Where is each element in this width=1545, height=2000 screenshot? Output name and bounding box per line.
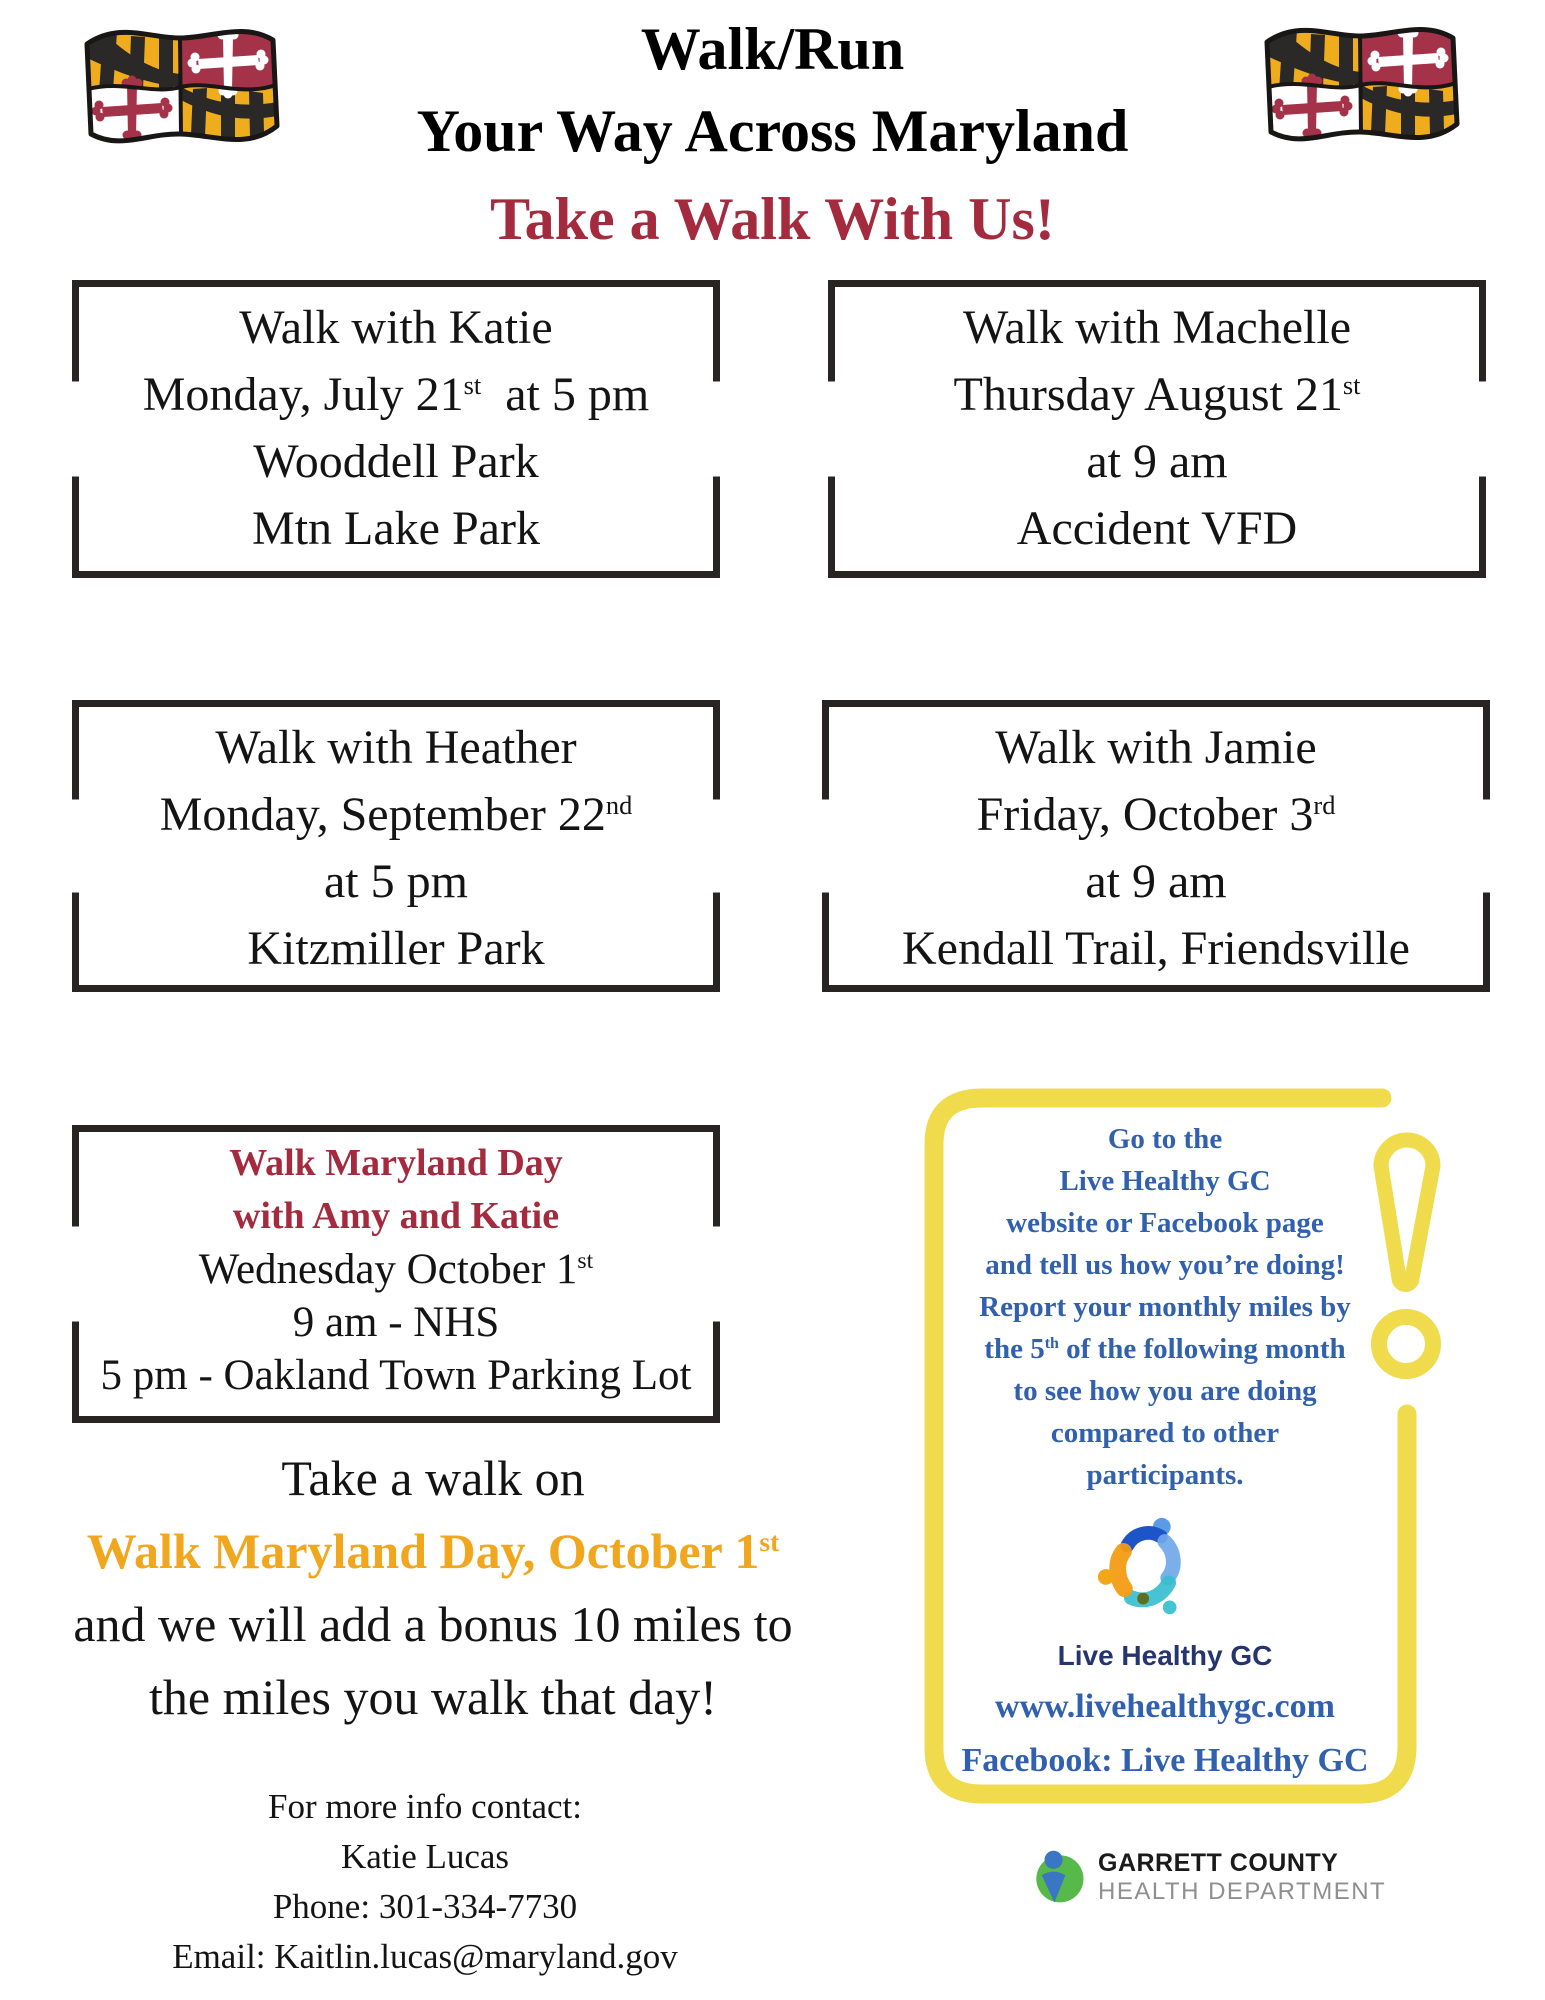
text-line: Walk Maryland Day [229, 1142, 563, 1184]
text-line: Wooddell Park [253, 435, 539, 488]
event-box-machelle [828, 280, 1486, 578]
event-box-walk-maryland-day [72, 1125, 720, 1423]
text-line: Walk with Machelle [962, 301, 1351, 354]
text-line: at 5 pm [324, 855, 468, 908]
text-line: Monday, September 22nd [159, 788, 633, 841]
text-line: at 9 am [1085, 855, 1227, 908]
text-line: Live Healthy GC [1059, 1165, 1271, 1197]
text-line: Report your monthly miles by [979, 1291, 1351, 1323]
title-line-2: Your Way Across Maryland [416, 98, 1129, 164]
live-healthy-gc-wordmark: Live Healthy GC [1057, 1640, 1273, 1671]
text-line: For more info contact: [268, 1787, 582, 1826]
contact-info [70, 1782, 780, 1982]
garrett-county-logo [1030, 1846, 1386, 1908]
text-line: Walk Maryland Day, October 1st [86, 1523, 780, 1579]
exclamation-icon [1379, 1140, 1433, 1371]
text-line: 9 am - NHS [292, 1299, 500, 1346]
text-line: Katie Lucas [340, 1837, 510, 1876]
text-line: the miles you walk that day! [149, 1669, 717, 1725]
text-line: Walk with Heather [215, 721, 577, 774]
text-line: Take a walk on [281, 1450, 585, 1506]
org-name: GARRETT COUNTY [1098, 1848, 1339, 1877]
text-line: website or Facebook page [1006, 1207, 1324, 1239]
facebook-text: Facebook: Live Healthy GC [961, 1742, 1369, 1779]
text-line: to see how you are doing [1013, 1375, 1317, 1407]
text-line: Kitzmiller Park [247, 922, 545, 975]
event-box-katie [72, 280, 720, 578]
text-line: Walk with Jamie [995, 721, 1317, 774]
text-line: and tell us how you’re doing! [985, 1249, 1345, 1281]
text-line: Go to the [1107, 1123, 1223, 1155]
text-line: Phone: 301-334-7730 [272, 1887, 578, 1926]
event-box-jamie [822, 700, 1490, 992]
text-line: at 9 am [1086, 435, 1228, 488]
live-healthy-gc-logo-icon [1092, 1512, 1210, 1634]
text-line: Monday, July 21st at 5 pm [142, 368, 650, 421]
event-box-heather [72, 700, 720, 992]
text-line: with Amy and Katie [232, 1195, 560, 1237]
text-line: Thursday August 21st [953, 368, 1361, 421]
garrett-county-logo-icon [1030, 1846, 1088, 1908]
text-line: Accident VFD [1016, 502, 1298, 555]
text-line: the 5th of the following month [984, 1333, 1346, 1365]
text-line: Walk with Katie [239, 301, 553, 354]
page-title [0, 8, 1545, 172]
text-line: compared to other [1050, 1417, 1280, 1449]
website-text: www.livehealthygc.com [995, 1688, 1335, 1725]
title-line-1: Walk/Run [640, 16, 905, 82]
text-line: Email: Kaitlin.lucas@maryland.gov [172, 1937, 678, 1976]
page-subtitle: Take a Walk With Us! [490, 186, 1055, 252]
text-line: 5 pm - Oakland Town Parking Lot [100, 1352, 692, 1399]
text-line: participants. [1086, 1459, 1244, 1491]
promo-text [18, 1442, 848, 1734]
report-instructions [945, 1118, 1385, 1496]
text-line: Friday, October 3rd [976, 788, 1336, 841]
text-line: and we will add a bonus 10 miles to [73, 1596, 793, 1652]
text-line: Mtn Lake Park [252, 502, 540, 555]
text-line: Kendall Trail, Friendsville [902, 922, 1410, 975]
org-dept: HEALTH DEPARTMENT [1098, 1877, 1387, 1905]
text-line: Wednesday October 1st [198, 1246, 594, 1293]
